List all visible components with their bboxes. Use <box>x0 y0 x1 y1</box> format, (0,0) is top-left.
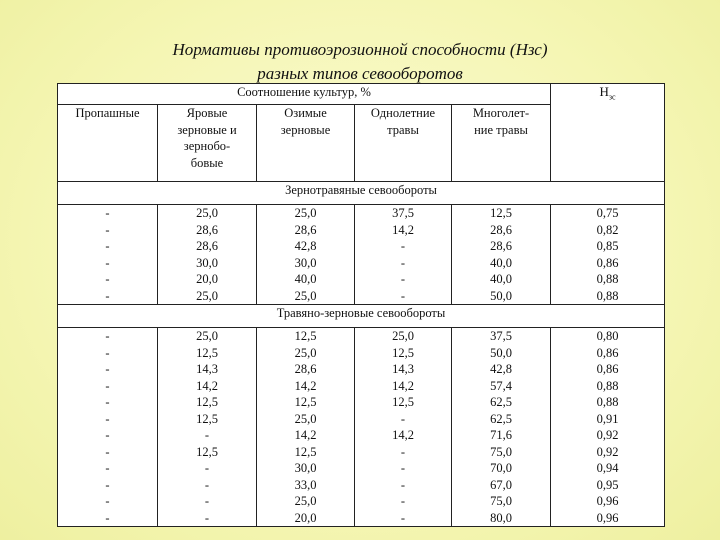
value: - <box>105 272 110 286</box>
col-header-text: бовые <box>190 155 224 170</box>
ratio-header: Соотношение культур, % <box>58 84 551 105</box>
value: 25,0 <box>294 288 317 303</box>
value: 0,88 <box>596 395 619 409</box>
col-header-text: Пропашные <box>75 106 140 120</box>
value: 14,3 <box>196 362 218 376</box>
value: - <box>105 461 110 475</box>
value: 0,80 <box>596 329 619 343</box>
value: - <box>400 288 406 303</box>
value: 40,0 <box>490 255 512 270</box>
value: 25,0 <box>196 329 218 343</box>
value: - <box>204 494 210 508</box>
value: 37,5 <box>392 206 414 220</box>
col-header-text: зерновые и <box>177 122 237 137</box>
value: - <box>400 494 406 508</box>
value: - <box>204 510 210 525</box>
col-header-text: травы <box>387 122 419 137</box>
value: - <box>105 222 110 237</box>
nzs-header-sub: зс <box>608 92 616 102</box>
value: 14,2 <box>392 428 414 442</box>
col-header-text: Озимые <box>284 106 327 120</box>
col-header-text: Яровые <box>186 106 228 120</box>
value: 50,0 <box>490 345 512 360</box>
value: 62,5 <box>490 395 512 409</box>
value: 14,2 <box>294 378 317 393</box>
col-header-ozimye <box>257 105 355 182</box>
value: - <box>105 494 110 508</box>
cell-yarovye <box>158 205 257 305</box>
value: - <box>400 477 406 492</box>
value: - <box>400 444 406 459</box>
table-row <box>58 205 665 305</box>
value: 0,85 <box>596 239 619 253</box>
value: - <box>204 477 210 492</box>
value: 40,0 <box>294 272 317 286</box>
value: 12,5 <box>392 345 414 360</box>
page-title <box>0 38 720 86</box>
value: 0,86 <box>596 345 619 360</box>
value: 57,4 <box>490 378 512 393</box>
value: 0,94 <box>596 461 619 475</box>
value: 20,0 <box>294 510 317 525</box>
col-header-text: Однолетние <box>370 106 436 120</box>
value: - <box>400 255 406 270</box>
value: - <box>105 428 110 442</box>
col-header-odnoletnie <box>355 105 452 182</box>
value: 28,6 <box>196 239 218 253</box>
value: 62,5 <box>490 411 512 426</box>
value: 50,0 <box>490 288 512 303</box>
value: 14,2 <box>196 378 218 393</box>
value: - <box>400 239 406 253</box>
nzs-header-main: Н <box>599 84 609 99</box>
cell-odnoletnie <box>355 328 452 527</box>
value: 25,0 <box>294 206 317 220</box>
col-header-text: зернобо- <box>183 139 231 153</box>
col-header-yarovye <box>158 105 257 182</box>
value: 0,86 <box>596 362 619 376</box>
value: 30,0 <box>294 461 317 475</box>
value: 14,2 <box>294 428 317 442</box>
value: 40,0 <box>490 272 512 286</box>
value: 71,6 <box>490 428 512 442</box>
value: 28,6 <box>294 222 317 237</box>
value: 12,5 <box>294 395 317 409</box>
value: - <box>204 428 210 442</box>
cell-yarovye <box>158 328 257 527</box>
value: 28,6 <box>196 222 218 237</box>
section-title: Зернотравяные севообороты <box>58 182 665 205</box>
cell-odnoletnie <box>355 205 452 305</box>
value: 0,82 <box>596 222 619 237</box>
cell-ozimye <box>257 328 355 527</box>
value: - <box>400 510 406 525</box>
value: 42,8 <box>490 362 512 376</box>
value: 42,8 <box>294 239 317 253</box>
value: 75,0 <box>490 494 512 508</box>
table-row <box>58 328 665 527</box>
norms-table <box>57 83 665 527</box>
value: - <box>400 272 406 286</box>
value: 0,96 <box>596 494 619 508</box>
value: - <box>105 206 110 220</box>
value: 25,0 <box>294 411 317 426</box>
title-line-2: разных типов севооборотов <box>257 64 463 83</box>
value: 12,5 <box>294 444 317 459</box>
value: 30,0 <box>196 255 218 270</box>
value: 25,0 <box>294 494 317 508</box>
value: 25,0 <box>196 288 218 303</box>
value: - <box>105 411 110 426</box>
value: 28,6 <box>294 362 317 376</box>
header-row-ratio <box>58 84 665 105</box>
section-title: Травяно-зерновые севообороты <box>58 305 665 328</box>
col-header-text: ние травы <box>474 122 528 137</box>
title-line-1: Нормативы противоэрозионной способности (Нзс) <box>172 40 548 59</box>
value: 0,92 <box>596 444 619 459</box>
cell-mnogoletnie <box>452 328 551 527</box>
value: 20,0 <box>196 272 218 286</box>
cell-nzs <box>551 205 665 305</box>
nzs-column-header <box>551 84 665 182</box>
value: - <box>400 411 406 426</box>
value: 75,0 <box>490 444 512 459</box>
value: 67,0 <box>490 477 512 492</box>
value: 14,2 <box>392 222 414 237</box>
value: 0,88 <box>596 272 619 286</box>
value: 12,5 <box>294 329 317 343</box>
value: 0,95 <box>596 477 619 492</box>
value: - <box>105 362 110 376</box>
value: - <box>105 444 110 459</box>
cell-propashnye <box>58 328 158 527</box>
section-row <box>58 182 665 205</box>
value: - <box>105 477 110 492</box>
value: 0,88 <box>596 288 619 303</box>
value: - <box>105 239 110 253</box>
value: 12,5 <box>196 345 218 360</box>
value: 12,5 <box>196 444 218 459</box>
section-row <box>58 305 665 328</box>
value: 12,5 <box>196 395 218 409</box>
value: 12,5 <box>490 206 512 220</box>
cell-nzs <box>551 328 665 527</box>
value: 12,5 <box>392 395 414 409</box>
value: 0,96 <box>596 510 619 525</box>
value: - <box>105 345 110 360</box>
value: - <box>105 510 110 525</box>
col-header-propashnye <box>58 105 158 182</box>
col-header-mnogoletnie <box>452 105 551 182</box>
value: 0,86 <box>596 255 619 270</box>
value: 0,88 <box>596 378 619 393</box>
value: 33,0 <box>294 477 317 492</box>
value: 0,91 <box>596 411 619 426</box>
value: - <box>204 461 210 475</box>
col-header-text: зерновые <box>280 122 331 137</box>
value: 0,75 <box>596 206 619 220</box>
value: 28,6 <box>490 222 512 237</box>
value: 70,0 <box>490 461 512 475</box>
value: 0,92 <box>596 428 619 442</box>
value: - <box>105 288 110 303</box>
value: 25,0 <box>392 329 414 343</box>
cell-mnogoletnie <box>452 205 551 305</box>
value: 14,2 <box>392 378 414 393</box>
value: 80,0 <box>490 510 512 525</box>
cell-propashnye <box>58 205 158 305</box>
value: 25,0 <box>294 345 317 360</box>
value: 30,0 <box>294 255 317 270</box>
value: - <box>105 255 110 270</box>
cell-ozimye <box>257 205 355 305</box>
value: 14,3 <box>392 362 414 376</box>
value: - <box>105 395 110 409</box>
value: 28,6 <box>490 239 512 253</box>
value: - <box>400 461 406 475</box>
col-header-text: Многолет- <box>472 106 530 120</box>
value: 37,5 <box>490 329 512 343</box>
value: - <box>105 378 110 393</box>
value: - <box>105 329 110 343</box>
value: 25,0 <box>196 206 218 220</box>
value: 12,5 <box>196 411 218 426</box>
